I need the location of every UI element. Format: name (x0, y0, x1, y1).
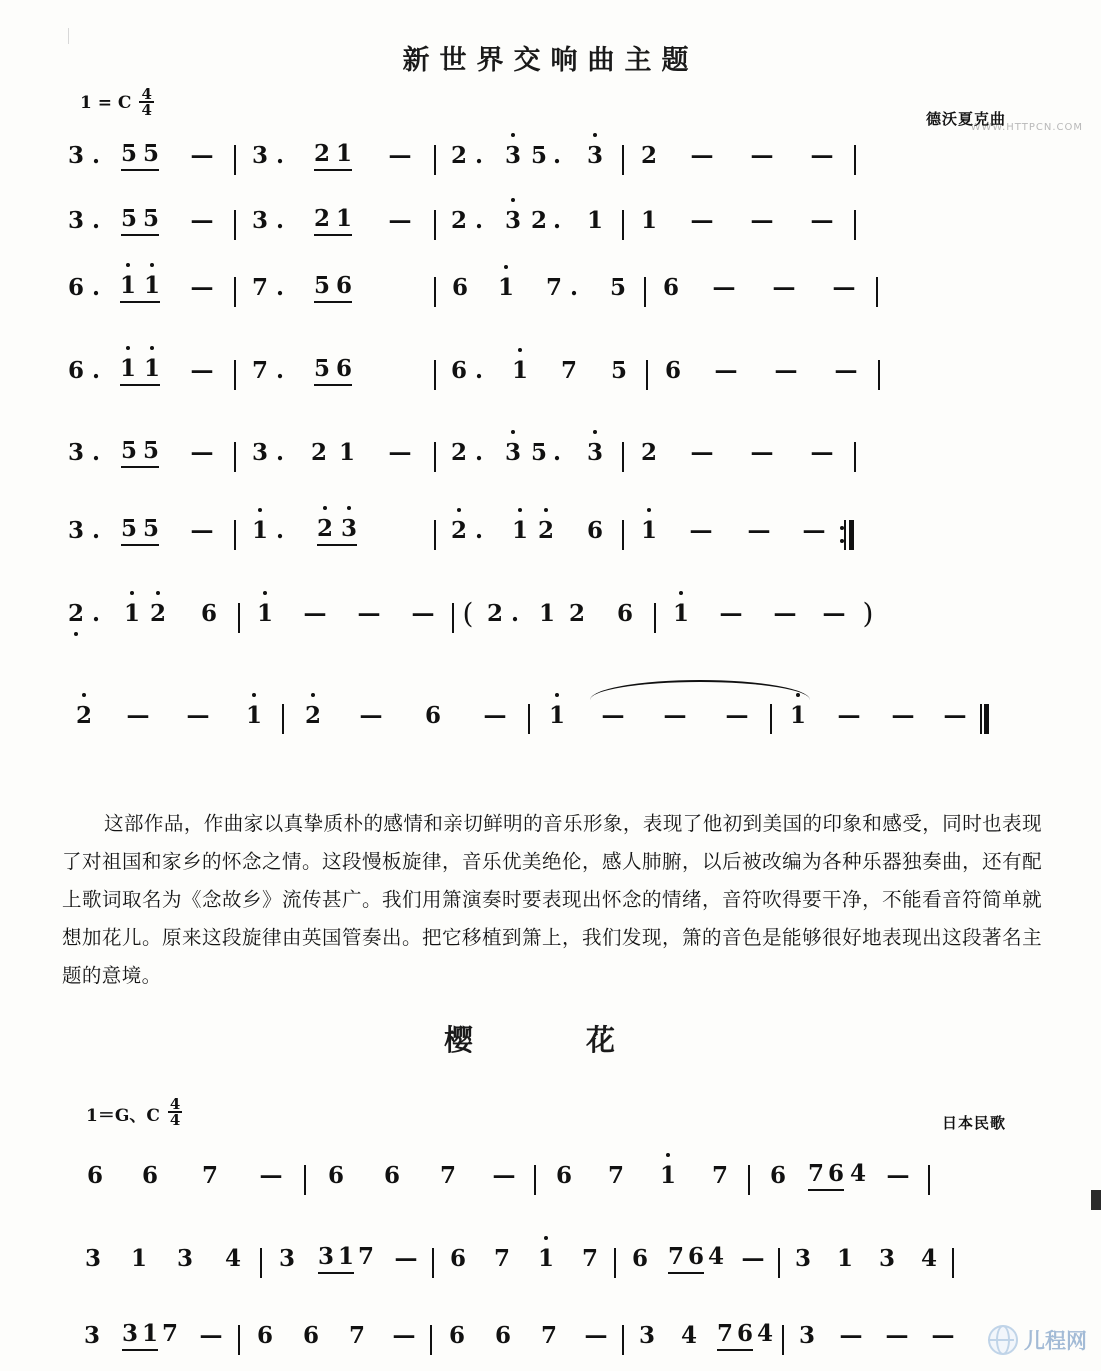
music-line: 6 6 7 — 6 6 7 — 6 7 1 7 6 7 6 4 — (70, 1160, 1030, 1191)
music-line: 2 . 1 2 6 1 — — — ( 2 . 1 2 6 1 — — — ) (60, 597, 1020, 630)
barline (614, 1248, 616, 1278)
barline (854, 442, 856, 472)
barline (238, 603, 240, 633)
time-signature-numerator: 4 (141, 85, 152, 103)
barline (434, 277, 436, 307)
music-line: 3 3 1 7 — 6 6 7 — 6 6 7 — 3 4 7 6 4 3 — — — (70, 1320, 1030, 1351)
barline (234, 442, 236, 472)
barline (432, 1248, 434, 1278)
barline (434, 442, 436, 472)
barline (622, 210, 624, 240)
barline (778, 1248, 780, 1278)
barline (234, 520, 236, 550)
music-line: 3 . 5 5 — 1 . 2 3 2 . 1 2 6 1 — — — (60, 515, 1020, 546)
barline (622, 145, 624, 175)
barline (260, 1248, 262, 1278)
barline (654, 603, 656, 633)
barline (854, 210, 856, 240)
barline (748, 1165, 750, 1195)
composer-credit-song2: 日本民歌 (941, 1114, 1006, 1132)
barline (434, 360, 436, 390)
barline (644, 277, 646, 307)
music-line: 3 . 5 5 — 3 . 2 1 — 2 . 3 5 . 3 2 — — — (60, 437, 1020, 468)
time-signature-song2 (168, 1097, 182, 1128)
repeat-barline (840, 520, 856, 550)
barline (238, 1325, 240, 1355)
barline (430, 1325, 432, 1355)
barline (434, 520, 436, 550)
barline (646, 360, 648, 390)
barline (622, 1325, 624, 1355)
key-label-song1: 1 = C (80, 93, 132, 114)
barline (876, 277, 878, 307)
barline (304, 1165, 306, 1195)
watermark-top: WWW.HTTPCN.COM (970, 122, 1083, 133)
barline (434, 145, 436, 175)
key-signature-song2 (86, 1095, 182, 1130)
barline (928, 1165, 930, 1195)
final-barline (980, 704, 989, 734)
barline (622, 442, 624, 472)
barline (234, 360, 236, 390)
barline (782, 1325, 784, 1355)
time-signature-denominator: 4 (141, 101, 152, 120)
slur-mark (590, 680, 810, 700)
music-line: 6 . 1 1 — 7 . 5 6 6 1 7 . 5 6 — — — (60, 272, 1020, 303)
barline (282, 704, 284, 734)
composer-credit-song1: 德沃夏克曲 (925, 110, 1006, 128)
barline (452, 603, 454, 633)
barline (622, 520, 624, 550)
site-watermark (988, 1325, 1087, 1355)
globe-icon (988, 1325, 1018, 1355)
barline (534, 1165, 536, 1195)
barline (770, 704, 772, 734)
key-label-song2: 1＝G、C (86, 1105, 160, 1126)
music-line: 3 . 5 5 — 3 . 2 1 — 2 . 3 2 . 1 1 — — — (60, 205, 1020, 236)
music-line: 2 — — 1 2 — 6 — 1 — — — 1 — — — (60, 700, 1020, 730)
page-edge-marker (1091, 1190, 1101, 1210)
barline (528, 704, 530, 734)
description-paragraph: 这部作品，作曲家以真挚质朴的感情和亲切鲜明的音乐形象，表现了他初到美国的印象和感受，同时也表现了对祖国和家乡的怀念之情。这段慢板旋律，音乐优美绝伦，感人肺腑，以后被改编为各种乐器独奏曲，还有配上歌词取名为《念故乡》流传甚广。我们用箫演奏时要表现出怀念的情绪，音符吹得要干净，不能看音符简单就想加花儿。原来这段旋律由英国管奏出。把它移植到箫上，我们发现，箫的音色是能够很好地表现出这段著名主题的意境。 (62, 812, 1042, 987)
key-signature-song1 (80, 85, 154, 120)
music-line: 6 . 1 1 — 7 . 5 6 6 . 1 7 5 6 — — — (60, 355, 1020, 386)
barline (434, 210, 436, 240)
time-signature-denominator-2: 4 (169, 1111, 181, 1130)
barline (952, 1248, 954, 1278)
time-signature-numerator-2: 4 (169, 1095, 181, 1113)
time-signature-song1 (139, 87, 153, 118)
music-line: 3 1 3 4 3 3 1 7 — 6 7 1 7 6 7 6 4 — 3 1 3 4 (70, 1243, 1030, 1274)
barline (854, 145, 856, 175)
barline (234, 210, 236, 240)
watermark-text: 儿程网 (1024, 1329, 1087, 1353)
page-title-song1: 新世界交响曲主题 (402, 45, 699, 76)
barline (878, 360, 880, 390)
music-line: 3 . 5 5 — 3 . 2 1 — 2 . 3 5 . 3 2 — — — (60, 140, 1020, 171)
barline (234, 277, 236, 307)
barline (234, 145, 236, 175)
page-title-song2: 樱 花 (443, 1023, 657, 1057)
